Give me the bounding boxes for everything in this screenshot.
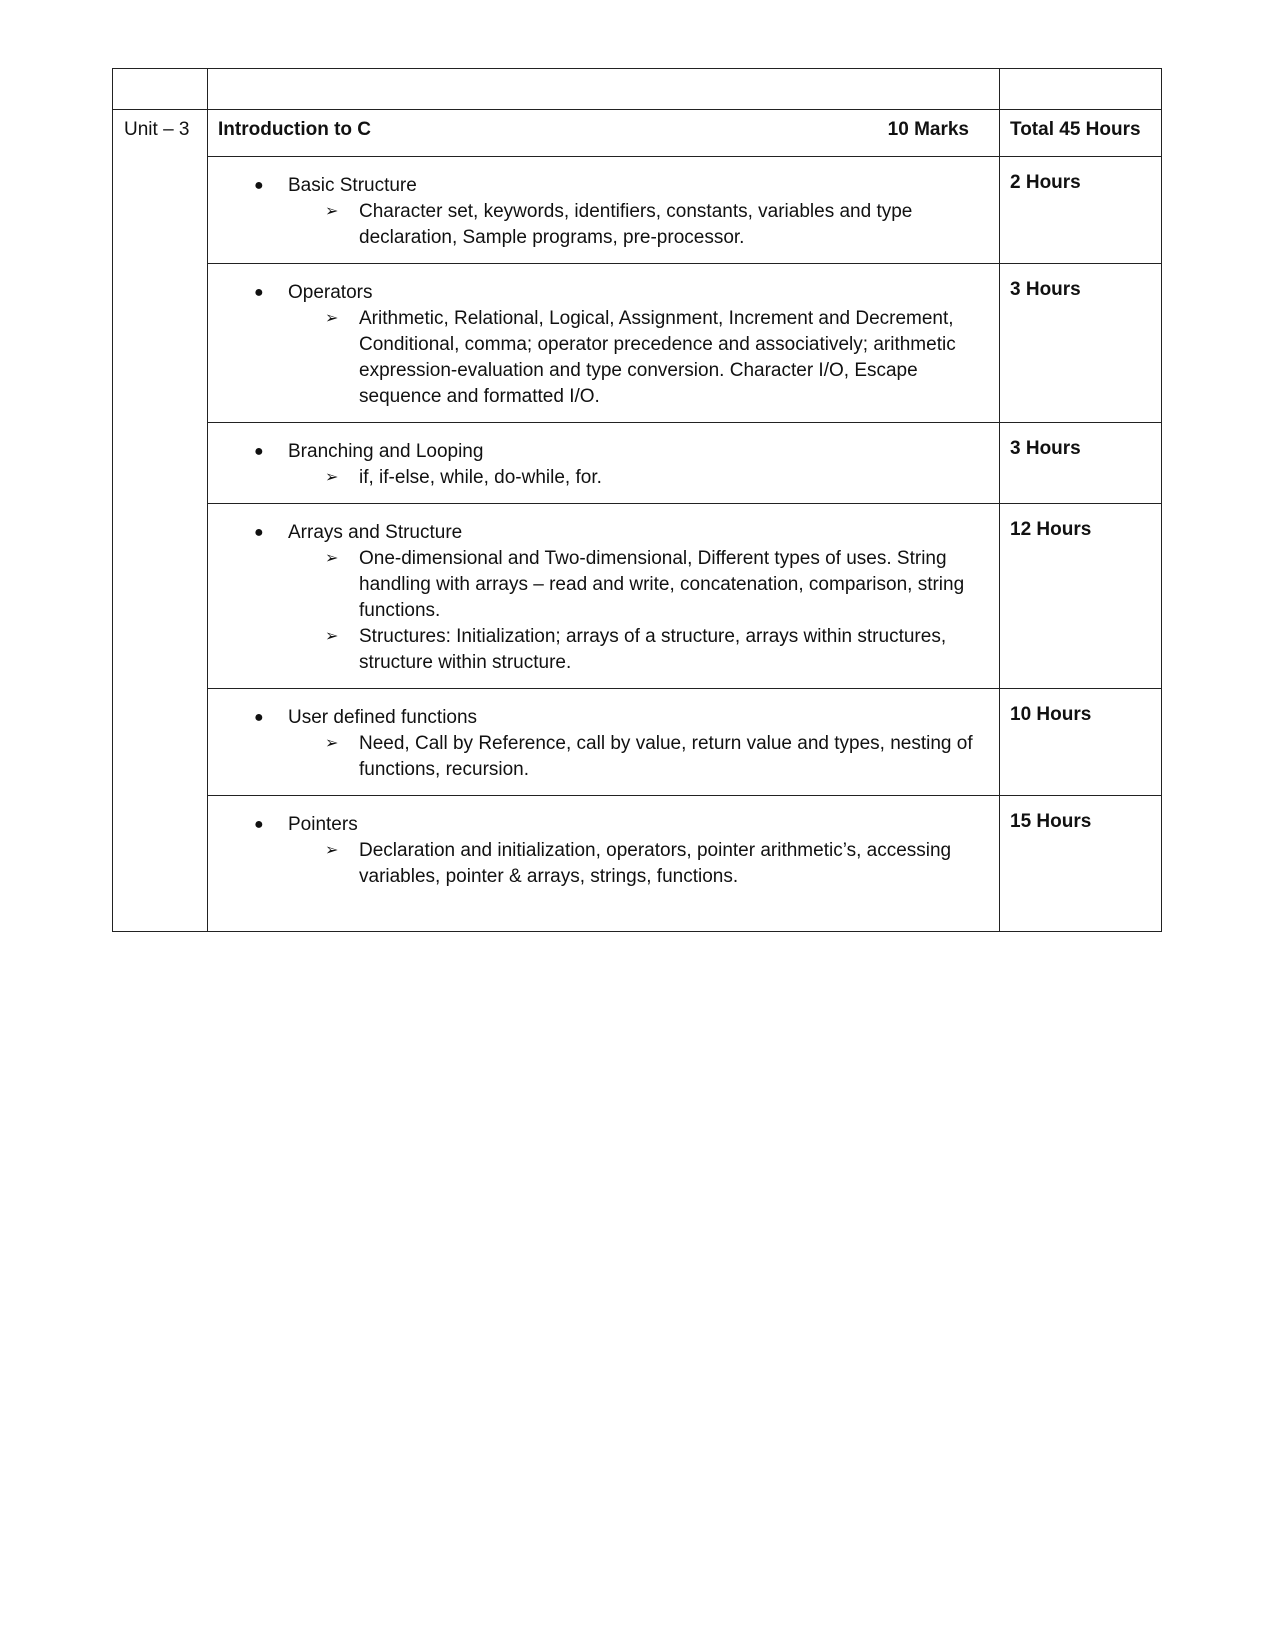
- subtopic-text: Arithmetic, Relational, Logical, Assignment, Increment and Decrement, Conditional, comma; operator precedence and associatively; arithmetic expression-evaluation and type conversion. Character I/O, Escape sequence and formatted I/O.: [359, 308, 956, 407]
- topic-title-line: [208, 439, 989, 465]
- topic-row: [113, 157, 1162, 264]
- topic-cell: [208, 264, 1000, 423]
- unit-header-row: [113, 110, 1162, 157]
- topic-title-line: [208, 705, 989, 731]
- arrow-bullet-icon: ➢: [325, 203, 339, 220]
- subtopic-line: [208, 838, 989, 890]
- topic-title: Basic Structure: [288, 175, 417, 196]
- topic-hours: 3 Hours: [1000, 264, 1162, 423]
- arrow-bullet-icon: ➢: [325, 310, 339, 327]
- topic-cell: [208, 689, 1000, 796]
- topic-title: User defined functions: [288, 707, 478, 728]
- arrow-bullet-icon: ➢: [325, 550, 339, 567]
- topic-cell: [208, 504, 1000, 689]
- subtopic-text: Declaration and initialization, operators, pointer arithmetic’s, accessing variables, pointer & arrays, strings, functions.: [359, 840, 952, 887]
- topic-title: Pointers: [288, 814, 358, 835]
- topic-title-line: [208, 812, 989, 838]
- blank-header-row: [113, 69, 1162, 110]
- topic-title: Branching and Looping: [288, 441, 484, 462]
- blank-cell: [113, 69, 208, 110]
- subtopic-line: [208, 465, 989, 491]
- topic-row: [113, 504, 1162, 689]
- bullet-icon: ●: [254, 816, 264, 833]
- subtopic-text: if, if-else, while, do-while, for.: [359, 467, 602, 488]
- arrow-bullet-icon: ➢: [325, 469, 339, 486]
- subtopic-text: Character set, keywords, identifiers, constants, variables and type declaration, Sample programs, pre-processor.: [359, 201, 913, 248]
- blank-cell: [208, 69, 1000, 110]
- topic-title: Arrays and Structure: [288, 522, 463, 543]
- bullet-icon: ●: [254, 709, 264, 726]
- subtopic-line: [208, 199, 989, 251]
- topic-title: Operators: [288, 282, 373, 303]
- subtopic-line: [208, 731, 989, 783]
- topic-cell: [208, 157, 1000, 264]
- topic-cell: [208, 423, 1000, 504]
- subtopic-text: Need, Call by Reference, call by value, return value and types, nesting of functions, recursion.: [359, 733, 973, 780]
- bullet-icon: ●: [254, 524, 264, 541]
- topic-title-line: [208, 520, 989, 546]
- bullet-icon: ●: [254, 284, 264, 301]
- topic-hours: 15 Hours: [1000, 796, 1162, 932]
- bullet-icon: ●: [254, 443, 264, 460]
- topic-title-line: [208, 173, 989, 199]
- topic-hours: 12 Hours: [1000, 504, 1162, 689]
- subtopic-text: One-dimensional and Two-dimensional, Different types of uses. String handling with arrays – read and write, concatenation, comparison, string functions.: [359, 548, 965, 621]
- arrow-bullet-icon: ➢: [325, 842, 339, 859]
- topic-row: [113, 264, 1162, 423]
- subtopic-line: [208, 306, 989, 410]
- unit-title-cell: [208, 110, 1000, 157]
- topic-hours: 10 Hours: [1000, 689, 1162, 796]
- topic-title-line: [208, 280, 989, 306]
- topic-hours: 2 Hours: [1000, 157, 1162, 264]
- topic-row: [113, 423, 1162, 504]
- topic-row: [113, 796, 1162, 932]
- subtopic-text: Structures: Initialization; arrays of a structure, arrays within structures, structure within structure.: [359, 626, 947, 673]
- topic-cell: [208, 796, 1000, 932]
- unit-total-hours: Total 45 Hours: [1000, 110, 1162, 157]
- unit-marks: 10 Marks: [887, 119, 969, 140]
- arrow-bullet-icon: ➢: [325, 735, 339, 752]
- subtopic-line: [208, 624, 989, 676]
- unit-label: Unit – 3: [113, 110, 208, 932]
- unit-title: Introduction to C: [218, 119, 372, 140]
- subtopic-line: [208, 546, 989, 624]
- syllabus-table: [112, 68, 1162, 932]
- topic-row: [113, 689, 1162, 796]
- bullet-icon: ●: [254, 177, 264, 194]
- blank-cell: [1000, 69, 1162, 110]
- topic-hours: 3 Hours: [1000, 423, 1162, 504]
- arrow-bullet-icon: ➢: [325, 628, 339, 645]
